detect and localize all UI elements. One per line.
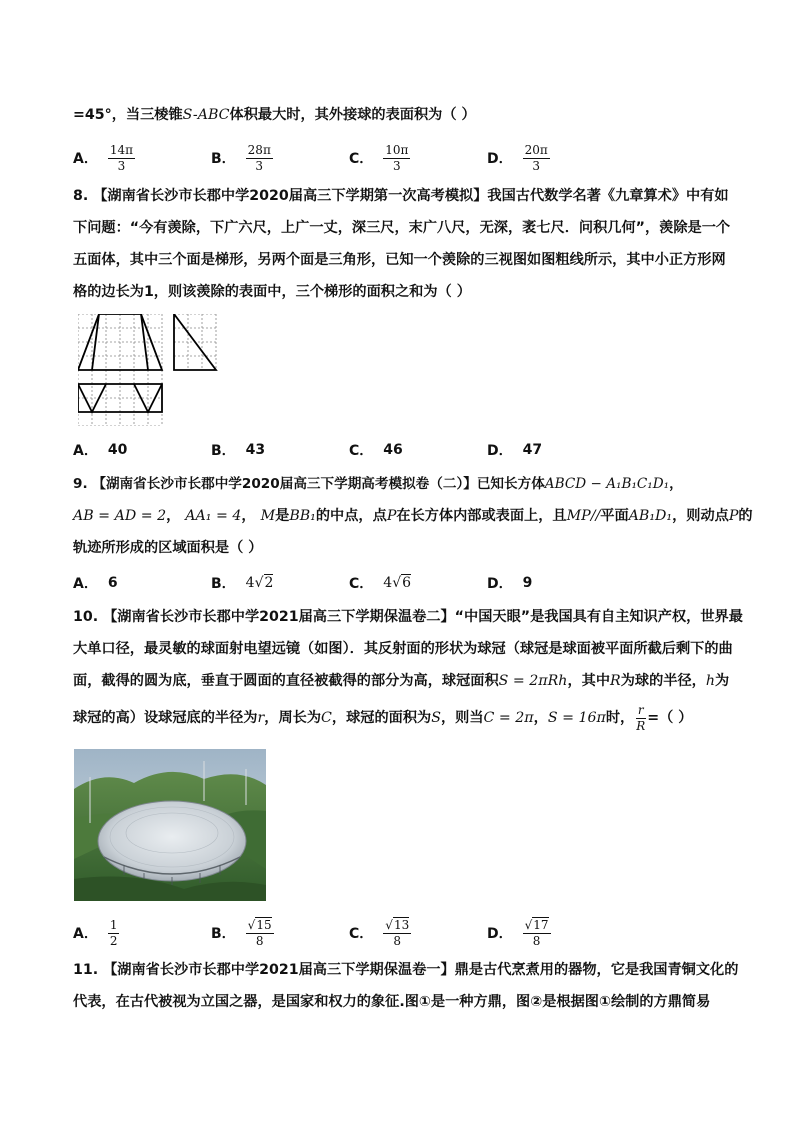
fraction: $\frac{√15}{8}$ (247, 917, 272, 948)
q9-line-3: 轨迹所形成的区域面积是（ ） (73, 540, 263, 556)
fraction: $\frac{√13}{8}$ (385, 917, 410, 948)
q9-options (73, 563, 553, 603)
q10-option-c[interactable]: C． $\frac{√13}{8}$ (349, 917, 410, 948)
q11-line-1: 11. 【湖南省长沙市长郡中学2021届高三下学期保温卷一】鼎是古代烹煮用的器物，它是我国青铜文化的 (73, 962, 739, 978)
q8-option-a[interactable]: A． 40 (73, 442, 128, 459)
q9-line-2: AB = AD = 2， AA₁ = 4， M是BB₁的中点，点P在长方体内部或表面上，且MP//平面AB₁D₁，则动点P的 (73, 508, 753, 524)
q8-options (73, 430, 553, 470)
fraction: $\frac{14\pi}{3}$ (109, 142, 133, 173)
q8-line-2: 下问题：“今有羡除，下广六尺，上广一丈，深三尺，末广八尺，无深，袤七尺．问积几何”，羡除是一个 (73, 220, 731, 236)
q10-line-3: 面，截得的圆为底，垂直于圆面的直径被截得的部分为高，球冠面积S = 2πRh，其中R为球的半径，h为 (73, 673, 730, 689)
q7-option-a[interactable]: A． $\frac{14\pi}{3}$ (73, 142, 133, 173)
fast-telescope-photo (74, 749, 266, 901)
q10-option-b[interactable]: B． $\frac{√15}{8}$ (211, 917, 272, 948)
q8-line-1: 8. 【湖南省长沙市长郡中学2020届高三下学期第一次高考模拟】我国古代数学名著《九章算术》中有如 (73, 188, 729, 204)
q8-line-4: 格的边长为1，则该羡除的表面中，三个梯形的面积之和为（ ） (73, 284, 471, 300)
q7-option-d[interactable]: D． $\frac{20\pi}{3}$ (487, 142, 548, 173)
q10-line-2: 大单口径，最灵敏的球面射电望远镜（如图）．其反射面的形状为球冠（球冠是球面被平面所截后剩下的曲 (73, 641, 733, 657)
q10-line-4: 球冠的高）设球冠底的半径为 r ，周长为 C ，球冠的面积为 S ，则当 C = 2π ， S = 16π 时， $\frac{r}{R}$ =（ ） (73, 702, 693, 733)
q11-line-2: 代表，在古代被视为立国之器，是国家和权力的象征.图①是一种方鼎，图②是根据图①绘制的方鼎简易 (73, 994, 711, 1010)
q10-line-1: 10. 【湖南省长沙市长郡中学2021届高三下学期保温卷二】“中国天眼”是我国具有自主知识产权，世界最 (73, 609, 743, 625)
q9-option-a[interactable]: A． 6 (73, 575, 118, 592)
q7-stem: =45°，当三棱锥S-ABC体积最大时，其外接球的表面积为（ ） (73, 107, 476, 123)
q10-option-a[interactable]: A． $\frac{1}{2}$ (73, 917, 118, 948)
q7-option-b[interactable]: B． $\frac{28\pi}{3}$ (211, 142, 271, 173)
fraction: $\frac{√17}{8}$ (524, 917, 549, 948)
q8-option-c[interactable]: C． 46 (349, 442, 403, 459)
q10-option-d[interactable]: D． $\frac{√17}{8}$ (487, 917, 549, 948)
fraction: $\frac{28\pi}{3}$ (247, 142, 271, 173)
q9-option-d[interactable]: D． 9 (487, 575, 533, 592)
three-view-figure (78, 314, 218, 426)
q8-line-3: 五面体，其中三个面是梯形，另两个面是三角形，已知一个羡除的三视图如图粗线所示，其中小正方形网 (73, 252, 726, 268)
q9-option-b[interactable]: B． 4√2 (211, 575, 274, 592)
fraction: $\frac{20\pi}{3}$ (524, 142, 548, 173)
r-over-R-fraction: $\frac{r}{R}$ (636, 702, 646, 733)
q9-line-1: 9. 【湖南省长沙市长郡中学2020届高三下学期高考模拟卷（二）】已知长方体ABCD − A₁B₁C₁D₁， (73, 476, 683, 492)
fraction: $\frac{1}{2}$ (109, 917, 118, 948)
q8-option-b[interactable]: B． 43 (211, 442, 266, 459)
q10-options (73, 913, 553, 953)
fraction: $\frac{10\pi}{3}$ (385, 142, 409, 173)
bold-outline (78, 314, 216, 412)
q9-option-c[interactable]: C． 4√6 (349, 575, 412, 592)
q7-option-c[interactable]: C． $\frac{10\pi}{3}$ (349, 142, 409, 173)
q8-option-d[interactable]: D． 47 (487, 442, 543, 459)
q7-options (73, 138, 553, 178)
